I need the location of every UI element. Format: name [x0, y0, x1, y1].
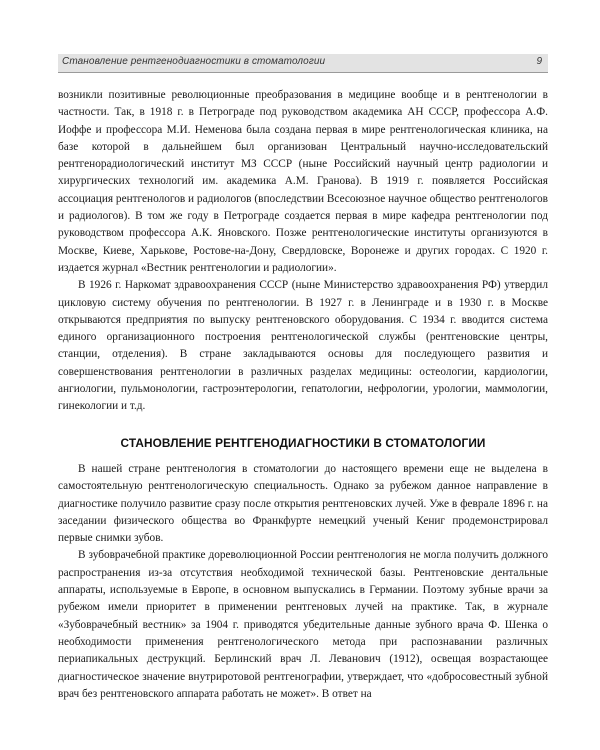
section-heading: СТАНОВЛЕНИЕ РЕНТГЕНОДИАГНОСТИКИ В СТОМАТОЛОГИИ [120, 435, 486, 450]
page-body [58, 87, 548, 703]
paragraph-prerevolution: В зубоврачебной практике дореволюционной России рентгенология не могла получить должного распространения из-за отсутствия необходимой технической базы. Рентгеновские дентальные аппараты, используемые в Европе, в основном выпускались в Германии. Поэтому зубные врачи за рубежом имели приоритет в применении рентгеновых лучей на практике. Так, в журнале «Зубоврачебный вестник» за 1904 г. приводятся убедительные данные зубного врача Ф. Шенка о необходимости применения рентгенологического метода при распознавании различных периапикальных деструкций. Берлинский врач Л. Леванович (1912), освещая возрастающее диагностическое значение внутриротовой рентгенографии, утверждает, что «добросовестный зубной врач без рентгеновского аппарата работать не может». В ответ на [58, 549, 548, 700]
header-rule [58, 72, 548, 73]
paragraph-1926: В 1926 г. Наркомат здравоохранения СССР (ныне Министерство здравоохранения РФ) утвердил цикловую систему обучения по рентгенологии. В 1927 г. в Ленинграде и в 1930 г. в Москве открываются предприятия по выпуску рентгеновского оборудования. С 1934 г. вводится система единого организационного построения рентгенологической службы (рентгеновские центры, станции, отделения). В стране закладываются основы для последующего развития и совершенствования рентгенологии в различных разделах медицины: остеологии, кардиологии, ангиологии, пульмонологии, гастроэнтерологии, гепатологии, нефрологии, урологии, маммологии, гинекологии и т.д. [58, 279, 548, 413]
running-header [58, 54, 548, 72]
page-number: 9 [536, 56, 542, 67]
paragraph-stomatology-intro: В нашей стране рентгенология в стоматологии до настоящего времени еще не выделена в самостоятельную рентгенологическую специальность. Однако за рубежом данное направление в диагностике получило развитие сразу после открытия рентгеновских лучей. Уже в феврале 1896 г. на заседании физического общества во Франкфурте немецкий ученый Кениг продемонстрировал первые снимки зубов. [58, 462, 548, 545]
paragraph-continued: возникли позитивные революционные преобразования в медицине вообще и в рентгенологии в частности. Так, в 1918 г. в Петрограде под руководством академика АН СССР, профессора А.Ф. Иоффе и профессора М.И. Неменова была создана первая в мире рентгенологическая клиника, на базе которой в дальнейшем был организован Центральный научно-исследовательский рентгенорадиологический институт МЗ СССР (ныне Российский научный центр радиологии и хирургических технологий им. академика А.М. Гранова). В 1919 г. появляется Российская ассоциация рентгенологов и радиологов (впоследствии Всесоюзное научное общество рентгенологов и радиологов). В том же году в Петрограде создается первая в мире кафедра рентгенологии под руководством профессора А.К. Яновского. Позже рентгенологические институты организуются в Москве, Киеве, Харькове, Ростове-на-Дону, Свердловске, Воронеже и других городах. С 1920 г. издается журнал «Вестник рентгенологии и радиологии». [58, 89, 548, 274]
running-title: Становление рентгенодиагностики в стоматологии [62, 56, 326, 67]
